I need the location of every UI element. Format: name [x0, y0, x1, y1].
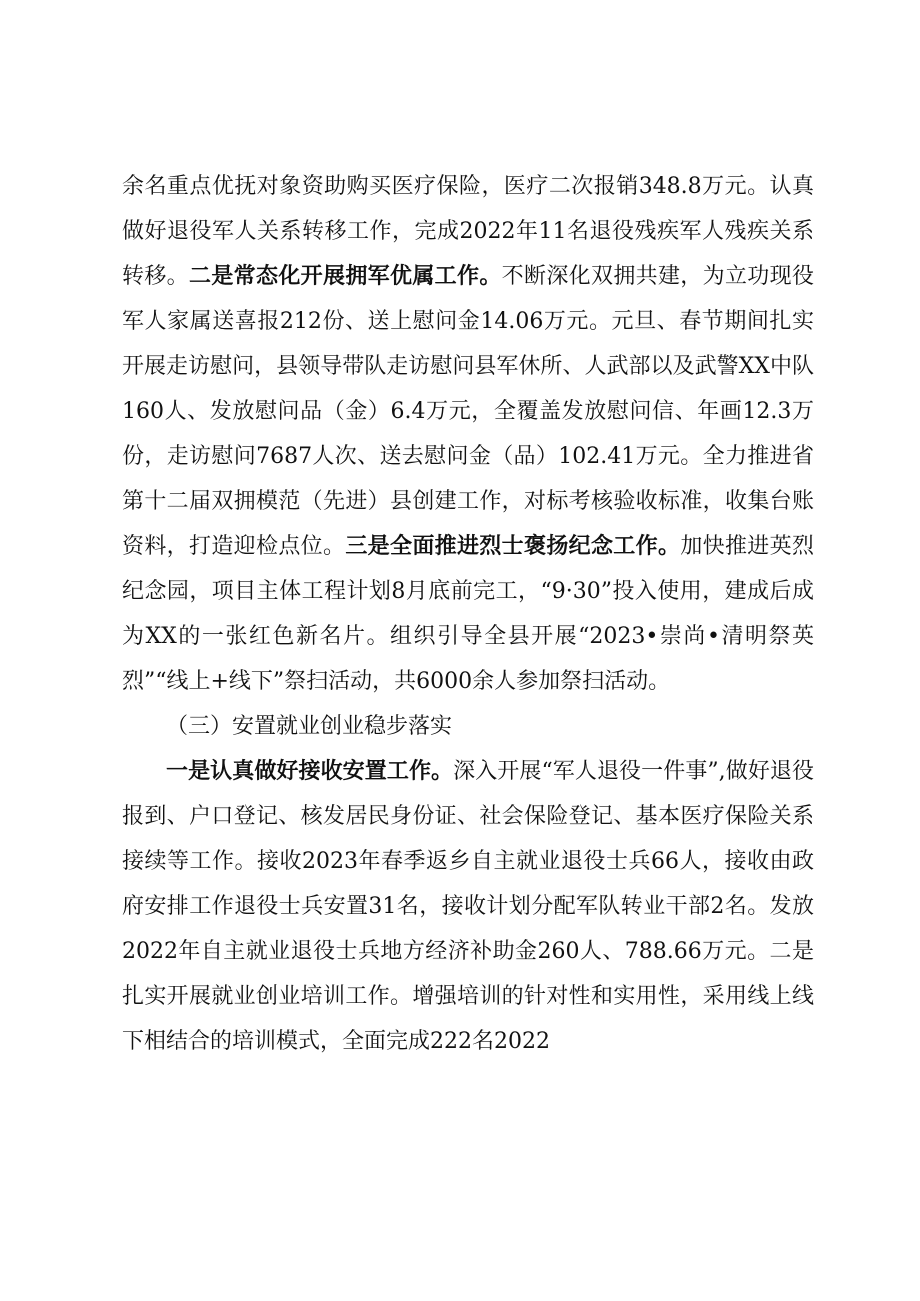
paragraph-veterans-care	[122, 164, 814, 704]
section-heading: （三）安置就业创业稳步落实	[166, 714, 453, 739]
paragraph-text: 余名重点优抚对象资助购买医疗保险，医疗二次报销348.8万元。认真做好退役军人关系转移工作，完成2022年11名退役残疾军人残疾关系转移。	[122, 174, 814, 289]
bold-lead-sentence: 三是全面推进烈士褒扬纪念工作。	[345, 533, 681, 559]
bold-lead-sentence: 二是常态化开展拥军优属工作。	[189, 263, 502, 289]
paragraph-employment	[122, 749, 814, 1064]
paragraph-text: 不断深化双拥共建，为立功现役军人家属送喜报212份、送上慰问金14.06万元。元旦、春节期间扎实开展走访慰问，县领导带队走访慰问县军休所、人武部以及武警XX中队160人、发放慰问品（金）6.4万元，全覆盖发放慰问信、年画12.3万份，走访慰问7687人次、送去慰问金（品）102.41万元。全力推进省第十二届双拥模范（先进）县创建工作，对标考核验收标准，收集台账资料，打造迎检点位。	[122, 264, 814, 559]
bold-lead-sentence: 一是认真做好接收安置工作。	[166, 758, 454, 784]
paragraph-text: 加快推进英烈纪念园，项目主体工程计划8月底前完工，“9·30”投入使用，建成后成为XX的一张红色新名片。组织引导全县开展“2023•崇尚•清明祭英烈”“线上+线下”祭扫活动，共6000余人参加祭扫活动。	[122, 534, 814, 694]
document-body	[122, 164, 814, 1064]
paragraph-text: 深入开展“军人退役一件事”,做好退役报到、户口登记、核发居民身份证、社会保险登记、基本医疗保险关系接续等工作。接收2023年春季返乡自主就业退役士兵66人，接收由政府安排工作退役士兵安置31名，接收计划分配军队转业干部2名。发放2022年自主就业退役士兵地方经济补助金260人、788.66万元。二是扎实开展就业创业培训工作。增强培训的针对性和实用性，采用线上线下相结合的培训模式，全面完成222名2022	[122, 759, 814, 1054]
